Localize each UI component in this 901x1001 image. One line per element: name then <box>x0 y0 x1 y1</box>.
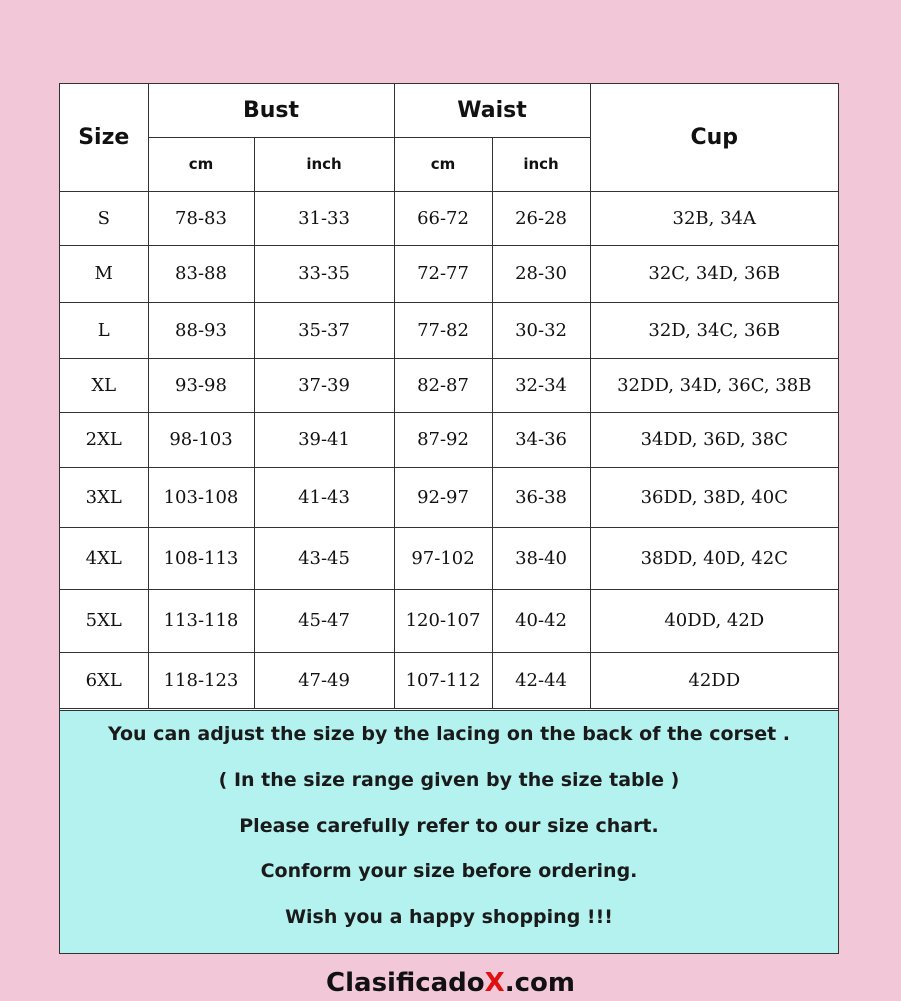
waist-cm-cell: 66-72 <box>394 191 492 245</box>
waist-cm-cell: 92-97 <box>394 467 492 527</box>
header-waist-cm: cm <box>394 137 492 191</box>
bust-cm-cell: 118-123 <box>148 652 254 708</box>
bust-inch-cell: 33-35 <box>254 245 394 302</box>
size-cell: 6XL <box>60 652 148 708</box>
bust-inch-cell: 39-41 <box>254 412 394 467</box>
table-row <box>60 302 838 358</box>
waist-cm-cell: 82-87 <box>394 358 492 412</box>
table-row <box>60 467 838 527</box>
header-waist: Waist <box>394 84 590 137</box>
watermark <box>0 968 901 998</box>
size-cell: XL <box>60 358 148 412</box>
bust-inch-cell: 43-45 <box>254 527 394 589</box>
table-row <box>60 191 838 245</box>
watermark-prefix: Clasificado <box>326 968 485 998</box>
table-row <box>60 589 838 652</box>
bust-cm-cell: 98-103 <box>148 412 254 467</box>
waist-inch-cell: 28-30 <box>492 245 590 302</box>
cup-cell: 40DD, 42D <box>590 589 838 652</box>
waist-cm-cell: 87-92 <box>394 412 492 467</box>
waist-inch-cell: 42-44 <box>492 652 590 708</box>
waist-cm-cell: 97-102 <box>394 527 492 589</box>
waist-inch-cell: 40-42 <box>492 589 590 652</box>
bust-inch-cell: 45-47 <box>254 589 394 652</box>
header-waist-inch: inch <box>492 137 590 191</box>
bust-inch-cell: 31-33 <box>254 191 394 245</box>
cup-cell: 32C, 34D, 36B <box>590 245 838 302</box>
bust-cm-cell: 83-88 <box>148 245 254 302</box>
table-row <box>60 527 838 589</box>
note-line: ( In the size range given by the size table ) <box>218 769 680 791</box>
waist-cm-cell: 120-107 <box>394 589 492 652</box>
size-cell: 2XL <box>60 412 148 467</box>
notes-panel <box>60 710 838 953</box>
note-line: Conform your size before ordering. <box>260 860 638 882</box>
waist-inch-cell: 38-40 <box>492 527 590 589</box>
waist-cm-cell: 72-77 <box>394 245 492 302</box>
bust-cm-cell: 113-118 <box>148 589 254 652</box>
header-size: Size <box>60 84 148 191</box>
watermark-suffix: .com <box>504 968 575 998</box>
size-cell: 3XL <box>60 467 148 527</box>
watermark-accent: X <box>484 968 505 998</box>
size-table <box>60 84 838 709</box>
cup-cell: 32DD, 34D, 36C, 38B <box>590 358 838 412</box>
header-bust: Bust <box>148 84 394 137</box>
cup-cell: 42DD <box>590 652 838 708</box>
note-line: Please carefully refer to our size chart. <box>239 815 659 837</box>
note-line: Wish you a happy shopping !!! <box>285 906 613 928</box>
cup-cell: 36DD, 38D, 40C <box>590 467 838 527</box>
header-bust-cm: cm <box>148 137 254 191</box>
size-cell: S <box>60 191 148 245</box>
bust-cm-cell: 78-83 <box>148 191 254 245</box>
waist-cm-cell: 77-82 <box>394 302 492 358</box>
waist-inch-cell: 36-38 <box>492 467 590 527</box>
bust-inch-cell: 47-49 <box>254 652 394 708</box>
size-chart <box>59 83 839 954</box>
table-row <box>60 245 838 302</box>
size-cell: 4XL <box>60 527 148 589</box>
size-cell: 5XL <box>60 589 148 652</box>
size-cell: L <box>60 302 148 358</box>
table-row <box>60 358 838 412</box>
cup-cell: 32D, 34C, 36B <box>590 302 838 358</box>
cup-cell: 38DD, 40D, 42C <box>590 527 838 589</box>
header-bust-inch: inch <box>254 137 394 191</box>
note-line: You can adjust the size by the lacing on the back of the corset . <box>107 723 791 745</box>
waist-cm-cell: 107-112 <box>394 652 492 708</box>
waist-inch-cell: 32-34 <box>492 358 590 412</box>
bust-cm-cell: 108-113 <box>148 527 254 589</box>
waist-inch-cell: 26-28 <box>492 191 590 245</box>
bust-inch-cell: 41-43 <box>254 467 394 527</box>
size-cell: M <box>60 245 148 302</box>
header-cup: Cup <box>590 84 838 191</box>
table-row <box>60 652 838 708</box>
waist-inch-cell: 34-36 <box>492 412 590 467</box>
cup-cell: 32B, 34A <box>590 191 838 245</box>
bust-cm-cell: 103-108 <box>148 467 254 527</box>
waist-inch-cell: 30-32 <box>492 302 590 358</box>
bust-cm-cell: 93-98 <box>148 358 254 412</box>
bust-inch-cell: 37-39 <box>254 358 394 412</box>
bust-cm-cell: 88-93 <box>148 302 254 358</box>
table-row <box>60 412 838 467</box>
cup-cell: 34DD, 36D, 38C <box>590 412 838 467</box>
bust-inch-cell: 35-37 <box>254 302 394 358</box>
